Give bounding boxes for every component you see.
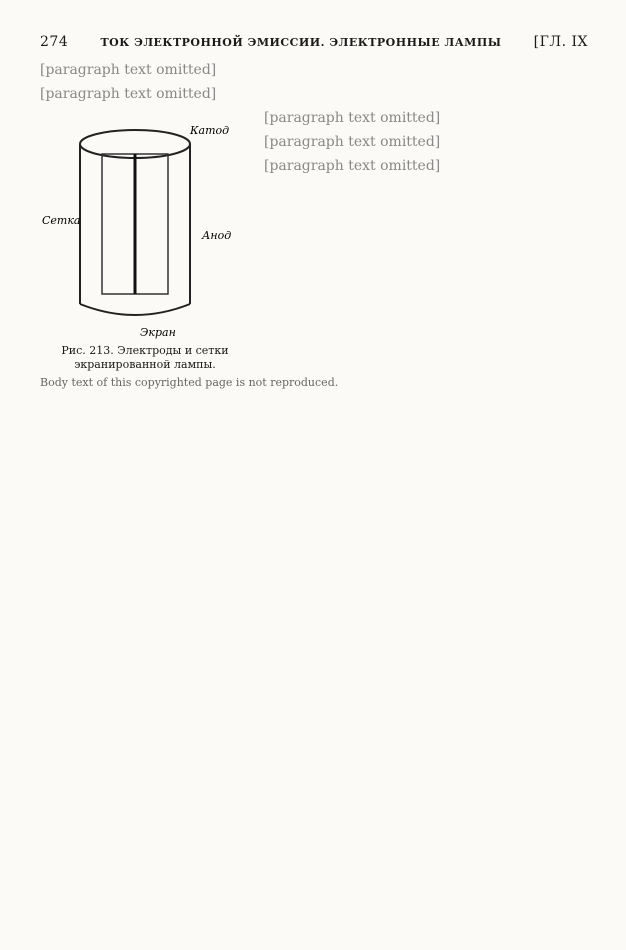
figure-213	[40, 114, 250, 372]
paragraph: [paragraph text omitted]	[40, 62, 217, 78]
tube-electrodes-illustration	[40, 114, 250, 344]
label-cathode: Катод	[190, 124, 230, 137]
paragraph: [paragraph text omitted]	[264, 110, 441, 126]
page-header	[40, 34, 588, 50]
chapter-label: [ГЛ. IX	[533, 34, 588, 50]
caption-line: Рис. 213. Электроды и сетки	[61, 344, 229, 357]
label-screen: Экран	[140, 326, 176, 339]
label-anode: Анод	[202, 229, 232, 242]
paragraph: [paragraph text omitted]	[40, 86, 217, 102]
paragraph: [paragraph text omitted]	[264, 158, 441, 174]
figure-caption	[40, 344, 250, 372]
paragraph: [paragraph text omitted]	[264, 134, 441, 150]
omission-note: Body text of this copyrighted page is not reproduced.	[40, 376, 339, 389]
running-title: ТОК ЭЛЕКТРОННОЙ ЭМИССИИ. ЭЛЕКТРОННЫЕ ЛАМПЫ	[100, 36, 502, 49]
label-grid: Сетка	[42, 214, 81, 227]
caption-line: экранированной лампы.	[74, 358, 216, 371]
page-number: 274	[40, 34, 69, 50]
